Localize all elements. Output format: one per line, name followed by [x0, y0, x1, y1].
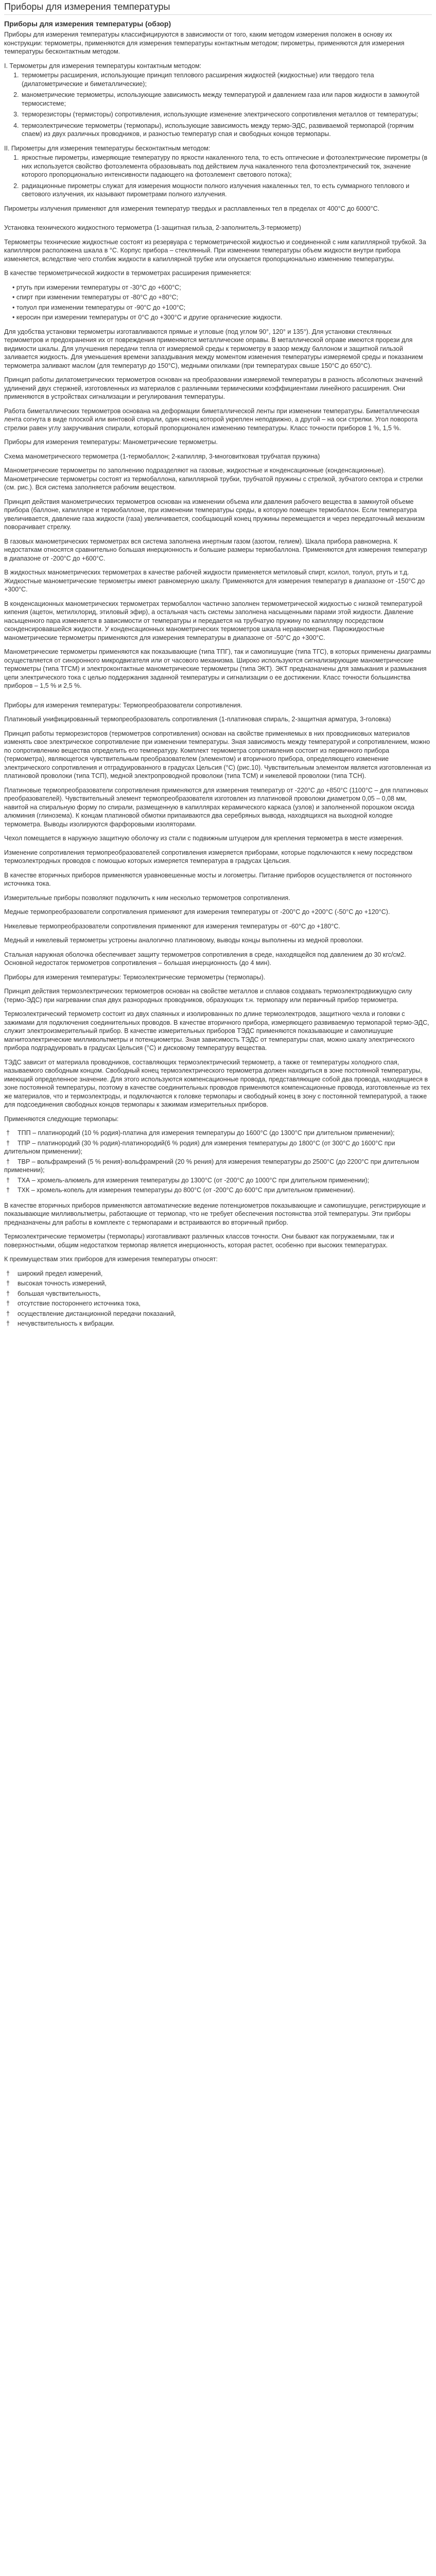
thermocouple-item-text: ТПР – платинородий (30 % родия)-платинородий(6 % родия) для измерения температуры до 1800°С (от 300°С до 1600°С при длительном применении); [4, 1139, 395, 1156]
paragraph: Медные термопреобразователи сопротивления применяют для измерения температуры от -200°С до +200°С (-50°С до +120°С). [4, 908, 390, 916]
advantages-item-text: отсутствие постороннего источника тока, [18, 1300, 141, 1308]
paragraph: К преимуществам этих приборов для измерения температуры относят: [4, 1256, 218, 1263]
thermocouple-item [4, 1129, 432, 1138]
noncontact-item: 1. яркостные пирометры, измеряющие температуру по яркости накаленного тела, то есть оптические и фотоэлектрические пирометры (в них используется свойство фотоэлемента образовывать под действием луча накаленного тела фотоэлектрический ток, значение которого пропорционально интенсивности падающего на фотоэлемент светового потока); [21, 154, 432, 179]
page-title: Приборы для измерения температуры [4, 2, 170, 12]
thermocouple-list [4, 1129, 432, 1195]
liquids-item-text: ртуть при измерении температуры от -30°С до +600°С; [16, 283, 181, 291]
figure-caption: Схема манометрического термометра (1-термобаллон; 2-капилляр, 3-многовитковая трубчатая пружина) [4, 452, 320, 460]
paragraph: В качестве вторичных приборов применяются уравновешенные мосты и логометры. Питание приборов осуществляется от постоянного источника тока. [4, 871, 412, 888]
advantages-item-text: широкий предел измерений, [18, 1269, 103, 1277]
paragraph: Принцип действия термоэлектрических термометров основан на свойстве металлов и сплавов создавать термоэлектродвижущую силу (термо-ЭДС) при нагревании спая двух разнородных проводников, образующих т.н. термопару или первичный прибор термометра. [4, 988, 412, 1004]
paragraph: Никелевые термопреобразователи сопротивления применяют для измерения температуры от -60°С до +180°С. [4, 922, 340, 930]
paragraph: Манометрические термометры по заполнению подразделяют на газовые, жидкостные и конденсационные (конденсационные). Манометрические термометры состоят из термобаллона, капиллярной трубки, трубчатой пружины с стрелкой, зубчатого сектора и стрелки (см. рис.). Вся система заполняется рабочим веществом. [4, 467, 423, 492]
section-heading: Приборы для измерения температуры: Манометрические термометры. [4, 438, 218, 446]
paragraph: ТЭДС зависит от материала проводников, составляющих термоэлектрический термометр, а также от температуры холодного спая, называемого свободным концом. Свободный конец термоэлектрического термометра должен находиться в зоне постоянной температуры, имеющий определенное значение. Для этого используются компенсационные провода, представляющие собой два провода, находящиеся в зоне постоянной температуры, поэтому в качестве соединительных проводов применяются компенсационные провода, изготовленные из тех же материалов, что и термоэлектроды, и подключаются к головке термопары и свободный конец в зону с постоянной температурой, а также для подсоединения свободных концов термопары к зажимам измерительных приборов. [4, 1058, 430, 1109]
dagger-glyph: † [6, 1290, 10, 1297]
paragraph: Термометры технические жидкостные состоят из резервуара с термометрической жидкостью и соединенной с ним капиллярной трубкой. За капилляром расположена шкала в °С. Корпус прибора – стеклянный. При изменении температуры объем жидкости внутри прибора изменяется, вследствие чего столбик жидкости в капиллярной трубке или опускается пропорционально изменению температуры. [4, 238, 426, 263]
liquids-item [12, 313, 432, 322]
figure-caption: Установка технического жидкостного термометра (1-защитная гильза, 2-заполнитель,3-термометр) [4, 224, 301, 232]
paragraph: Измерительные приборы позволяют подключить к ним несколько термометров сопротивления. [4, 894, 290, 902]
liquids-list [4, 283, 432, 322]
article-heading: Приборы для измерения температуры (обзор) [4, 20, 171, 28]
liquids-item [12, 303, 432, 312]
advantages-item [4, 1319, 432, 1328]
bullet-glyph: • [12, 283, 15, 291]
paragraph: Принцип работы терморезисторов (термометров сопротивления) основан на свойстве применяемых в них проводниковых материалов изменять свое электрическое сопротивление при изменении температуры. Зная зависимость между температурой и сопротивлением, можно по сопротивлению вещества определить его температуру. Комплект термометра сопротивления состоит из первичного прибора (термометра), являющегося чувствительным преобразователем (элементом) и вторичного прибора, определяющего изменение электрического сопротивления и отградуированного в градусах Цельсия (°С) (рис.10). Чувствительным элементом является изготовленная из платиновой проволоки (типа ТСП), медной электропроводной проволоки (типа ТСМ) и никелевой проволоки (типа ТСН). [4, 730, 431, 780]
advantages-item [4, 1299, 432, 1308]
advantages-item [4, 1310, 432, 1318]
section-heading: Приборы для измерения температуры: Термоэлектрические термометры (термопары). [4, 973, 266, 981]
thermocouple-item-text: ТХК – хромель-копель для измерения температуры до 800°С (от -200°С до 600°С при длительном применении). [18, 1187, 355, 1194]
thermocouple-item [4, 1139, 432, 1156]
advantages-item [4, 1279, 432, 1288]
paragraph: Применяются следующие термопары: [4, 1115, 119, 1123]
paragraph: Для удобства установки термометры изготавливаются прямые и угловые (под углом 90°, 120° и 135°). Для установки стеклянных термометров и предохранения их от повреждения применяются металлические оправы. В металлической оправе имеются прорези для видимости шкалы. Для улучшения передачи тепла от измеряемой среды к термометру в зазор между баллоном и защитной гильзой заливается жидкость. Для уменьшения времени запаздывания между моментом изменения температуры измеряемой среды и показанием термометра заливают маслом (для температур до 150°С), медными опилками (при температурах свыше 150°С до 650°С). [4, 328, 423, 369]
contact-item: 1. термометры расширения, использующие принцип теплового расширения жидкостей (жидкостные) или твердого тела (дилатометрические и биметаллические); [21, 71, 432, 88]
dagger-glyph: † [6, 1310, 10, 1317]
dagger-glyph: † [6, 1158, 10, 1165]
bullet-glyph: • [12, 303, 15, 311]
contact-item: 3. терморезисторы (термисторы) сопротивления, использующие изменение электрического сопротивления металлов от температуры; [21, 110, 432, 119]
dagger-glyph: † [6, 1280, 10, 1287]
paragraph: Изменение сопротивления термопреобразователей сопротивления измеряется приборами, которые подключаются к нему посредством термоэлектродных проводов с помощью которых измеряется температура в градусах Цельсия. [4, 849, 413, 865]
dagger-glyph: † [6, 1139, 10, 1147]
dagger-glyph: † [6, 1176, 10, 1184]
paragraph: Пирометры излучения применяют для измерения температур твердых и расплавленных тел в пределах от 400°С до 6000°С. [4, 205, 380, 212]
paragraph: Термоэлектрический термометр состоит из двух спаянных и изолированных по длине термоэлектродов, защитного чехла и головки с зажимами для подключения соединительных проводов. В качестве вторичного прибора, измеряющего развиваемую термопарой термо-ЭДС, служит электроизмерительный прибор. В качестве измерительных приборов ТЭДС применяются показывающие и самопишущие магнитоэлектрические милливольтметры и потенциометры. Зная зависимость ТЭДС от температуры спая, можно шкалу электрического прибора подградуировать в градусах Цельсия (°С) и дисковому температуру вещества. [4, 1010, 429, 1052]
section-heading: Приборы для измерения температуры: Термопреобразователи сопротивления. [4, 701, 242, 709]
thermocouple-item-text: ТВР – вольфрамрений (5 % рения)-вольфрамрений (20 % рения) для измерения температуры до 2500°С (до 2200°С при длительном применении); [4, 1158, 419, 1174]
paragraph: Работа биметаллических термометров основана на деформации биметаллической ленты при изменении температуры. Биметаллическая лента согнута в виде плоской или винтовой спирали, один конец которой укреплен неподвижно, а другой – на оси стрелки. Угол поворота стрелки равен углу закручивания спирали, который пропорционален изменению температуры. Класс точности приборов 1 %, 1,5 %. [4, 407, 420, 432]
noncontact-heading: II. Пирометры для измерения температуры бесконтактным методом: [4, 144, 211, 152]
liquids-item [12, 293, 432, 302]
figure-caption: Платиновый унифицированный термопреобразователь сопротивления (1-платиновая спираль, 2-защитная арматура, 3-головка) [4, 716, 391, 723]
advantages-item [4, 1290, 432, 1298]
liquids-item [12, 283, 432, 292]
paragraph: Термоэлектрические термометры (термопары) изготавливают различных классов точности. Они бывают как погружаемыми, так и поверхностными, общим недостатком термопар является инерционность, которая растет, особенно при высоких температурах. [4, 1233, 394, 1249]
thermocouple-item-text: ТПП – платинородий (10 % родия)-платина для измерения температуры до 1600°С (до 1300°С при длительном применении); [18, 1129, 395, 1137]
paragraph: В конденсационных манометрических термометрах термобаллон частично заполнен термометрической жидкостью с низкой температурой кипения (ацетон, метилхлорид, этиловый эфир), а остальная часть системы заполнена насыщенными парами этой жидкости. Давление насыщенного пара изменяется в зависимости от температуры и передается на трубчатую пружину по капилляру посредством сконденсировавшейся жидкости. У конденсационных манометрических термометров шкала неравномерная. Парожидкостные манометрические термометры применяются для измерения температуры в диапазоне от -50°С до +300°С. [4, 600, 423, 641]
paragraph: Платиновые термопреобразователи сопротивления применяются для измерения температур от -220°С до +850°С (1100°С – для платиновых преобразователей). Чувствительный элемент термопреобразователя изготовлен из платиновой проволоки диаметром 0,05 – 0,08 мм, навитой на спиральную форму по спирали, размещенную в капиллярах керамического каркаса (узлов) и заполненной порошком оксида алюминия (глинозема). К концам платиновой обмотки припаиваются два серебряных вывода, находящихся на выходной колодке термометра. Выводы изолируются фарфоровыми изоляторами. [4, 786, 428, 828]
paragraph: Принцип работы дилатометрических термометров основан на преобразовании измеряемой температуры в разность абсолютных значений удлинений двух стержней, изготовленных из материалов с различными термическими коэффициентами линейного расширения. Они применяются в устройствах сигнализации и регулирования температуры. [4, 376, 423, 401]
dagger-glyph: † [6, 1269, 10, 1277]
advantages-item-text: нечувствительность к вибрации. [18, 1320, 115, 1328]
liquids-item-text: керосин при измерении температуры от 0°С до +300°С и другие органические жидкости. [16, 314, 283, 321]
dagger-glyph: † [6, 1320, 10, 1328]
paragraph: Медный и никелевый термометры устроены аналогично платиновому, выводы концы выполнены из медной проволоки. [4, 937, 363, 944]
advantages-list [4, 1269, 432, 1328]
thermocouple-item [4, 1176, 432, 1185]
noncontact-list [4, 154, 432, 199]
thermocouple-item-text: ТХА – хромель-алюмель для измерения температуры до 1300°С (от -200°С до 1000°С при длительном применении); [18, 1176, 370, 1184]
bullet-glyph: • [12, 294, 15, 301]
dagger-glyph: † [6, 1300, 10, 1308]
liquids-item-text: толуол при изменении температуры от -90°С до +100°С; [16, 303, 186, 311]
dagger-glyph: † [6, 1129, 10, 1137]
noncontact-item: 2. радиационные пирометры служат для измерения мощности полного излучения накаленных тел, то есть суммарного теплового и светового излучения, их называют пирометрами полного излучения. [21, 182, 432, 199]
thermocouple-item [4, 1158, 432, 1175]
contact-heading: I. Термометры для измерения температуры контактным методом: [4, 62, 202, 70]
liquids-item-text: спирт при изменении температуры от -80°С до +80°С; [16, 294, 179, 301]
paragraph: Принцип действия манометрических термометров основан на изменении объема или давления рабочего вещества в замкнутой объеме прибора (баллоне, капилляре и термобаллоне, при изменении температуры среды, в которую помещен термобаллон. Если температура увеличивается, давление газа жидкости (газа) увеличивается, сообщающий конец пружины перемещается и через передаточный механизм поворачивает стрелку. [4, 498, 425, 531]
contact-item: 2. манометрические термометры, использующие зависимость между температурой и давлением газа или паров жидкости в замкнутой термосистеме; [21, 91, 432, 108]
advantages-item [4, 1269, 432, 1278]
paragraph: В жидкостных манометрических термометрах в качестве рабочей жидкости применяется метиловый спирт, ксилол, толуол, ртуть и т.д. Жидкостные манометрические термометры имеют равномерную шкалу. Применяются для измерения температур в диапазоне от -150°С до +300°С. [4, 569, 425, 594]
contact-item: 4. термоэлектрические термометры (термопары), использующие зависимость между термо-ЭДС, развиваемой термопарой (горячим спаем) из двух различных проводников, и разностью температур спая и свободных концов термопары. [21, 122, 432, 139]
article-intro: Приборы для измерения температуры классифицируются в зависимости от того, каким методом измерения положен в основу их конструкции: термометры, применяются для измерения температуры контактным методом; пирометры, применяются для измерения температуры бесконтактным методом. [4, 31, 405, 56]
thermocouple-item [4, 1186, 432, 1195]
paragraph: В газовых манометрических термометрах вся система заполнена инертным газом (азотом, гелием). Шкала прибора равномерна. К недостаткам относятся сравнительно большая инерционность и большие размеры термобаллона. Применяются для измерения температур в диапазоне от -200°С до +600°С. [4, 537, 427, 562]
paragraph: Манометрические термометры применяются как показывающие (типа ТПГ), так и самопишущие (типа ТГС), в которых применены диаграммы осуществляется от синхронного микродвигателя или от часового механизма. Широко используются сигнализирующие манометрические термометры (типа ТГСМ) и электроконтактные манометрические термометры (типа ЭКТ). ЭКТ предназначены для замыкания и размыкания цепи электрического тока с целью поддержания заданной температуры и сигнализации о ее достижении. Класс точности большинства приборов – 1,5 % и 2,5 %. [4, 648, 431, 690]
paragraph: Чехол помещается в наружную защитную оболочку из стали с подвижным штуцером для крепления термометра в месте измерения. [4, 835, 404, 842]
advantages-item-text: высокая точность измерений, [18, 1280, 107, 1287]
dagger-glyph: † [6, 1187, 10, 1194]
advantages-item-text: большая чувствительность, [18, 1290, 101, 1297]
advantages-item-text: осуществление дистанционной передачи показаний, [18, 1310, 176, 1317]
contact-list [4, 71, 432, 139]
paragraph: Стальная наружная оболочка обеспечивает защиту термометров сопротивления в среде, находящейся под давлением до 30 кгс/см2. Основной недостаток термометров сопротивления – большая инерционность (до 4 мин). [4, 951, 406, 967]
article [4, 15, 432, 1328]
paragraph: В качестве вторичных приборов применяются автоматические ведение потенциометров показывающие и самопишущие, регистрирующие и показывающие милливольтметры, работающие от термопар, что не требует обеспечения постоянства этой температуры. Эти приборы предназначены для работы в комплекте с термопарами и встраиваются во вторичный прибор. [4, 1201, 426, 1226]
paragraph: В качестве термометрической жидкости в термометрах расширения применяется: [4, 269, 252, 277]
page-header [4, 0, 432, 15]
bullet-glyph: • [12, 314, 15, 321]
